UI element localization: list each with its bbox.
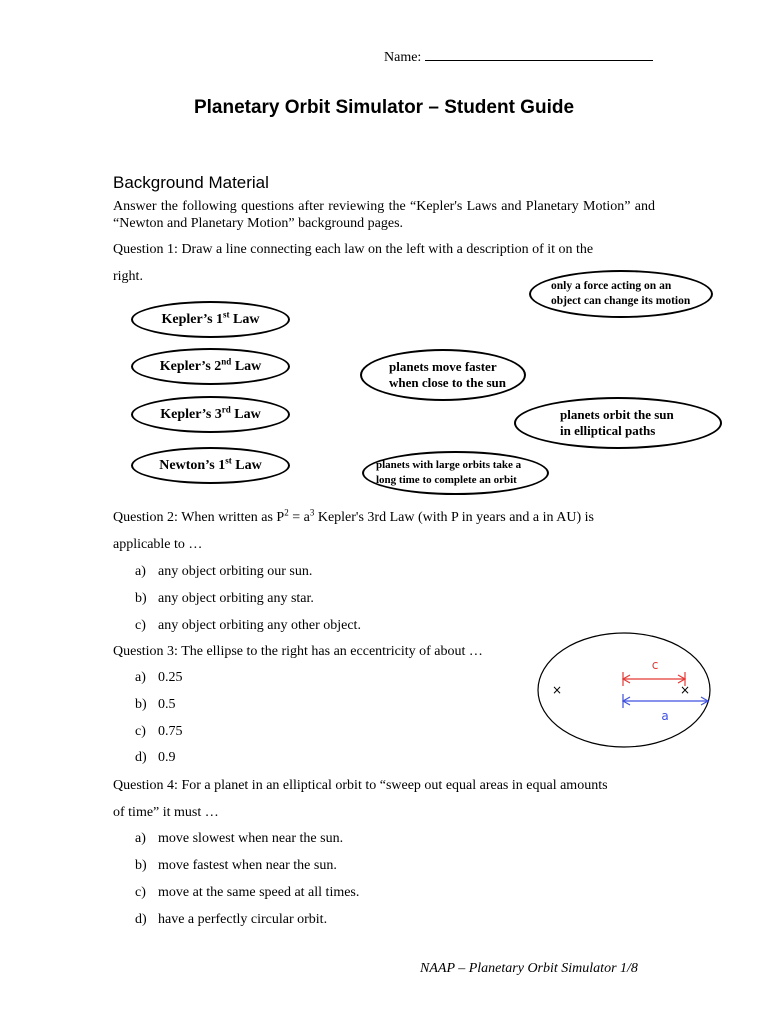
q4-text-line1: Question 4: For a planet in an elliptical orbit to “sweep out equal areas in equal amounts	[113, 778, 608, 793]
q2-text-line1: Question 2: When written as $P^2 = a^3$ Kepler's 3rd Law (with P in years and a in AU) is	[113, 507, 594, 525]
q4-option-b[interactable]: b) move fastest when near the sun.	[135, 858, 337, 873]
q4-option-c[interactable]: c) move at the same speed at all times.	[135, 885, 360, 900]
desc-line: planets with large orbits take a	[376, 459, 522, 471]
desc-line: object can change its motion	[551, 295, 691, 307]
page-title: Planetary Orbit Simulator – Student Guide	[193, 97, 575, 118]
q2-option-a[interactable]: a) any object orbiting our sun.	[135, 564, 313, 579]
desc-large-orbits[interactable]	[362, 451, 549, 495]
intro-paragraph: Answer the following questions after reviewing the “Kepler's Laws and Planetary Motion” and “Newton and Planetary Motion” background pages.	[113, 199, 655, 231]
q4-option-d[interactable]: d) have a perfectly circular orbit.	[135, 912, 328, 927]
q3-option-b[interactable]: b) 0.5	[135, 697, 176, 712]
desc-line: planets orbit the sun	[560, 407, 674, 422]
desc-line: planets move faster	[389, 359, 497, 374]
law-kepler-3[interactable]	[131, 396, 290, 433]
law-kepler-1[interactable]	[131, 301, 290, 338]
q3-option-a[interactable]: a) 0.25	[135, 670, 183, 685]
section-title: Background Material	[113, 173, 269, 192]
q3-option-c[interactable]: c) 0.75	[135, 724, 183, 739]
q2-option-c[interactable]: c) any object orbiting any other object.	[135, 618, 361, 633]
desc-line: long time to complete an orbit	[376, 474, 517, 486]
c-label: c	[651, 658, 659, 672]
q1-text-line1: Question 1: Draw a line connecting each law on the left with a description of it on the	[113, 242, 594, 257]
q4-text-line2: of time” it must …	[113, 805, 219, 820]
q2-text-line2: applicable to …	[113, 537, 203, 552]
name-field-row	[384, 46, 653, 66]
focus-marker-left: ×	[551, 683, 563, 697]
desc-faster-near-sun[interactable]	[360, 349, 526, 401]
desc-line: when close to the sun	[389, 375, 507, 390]
law-newton-1[interactable]	[131, 447, 290, 484]
ellipse-diagram	[534, 630, 714, 752]
q2-option-b[interactable]: b) any object orbiting any star.	[135, 591, 314, 606]
q3-option-d[interactable]: d) 0.9	[135, 750, 176, 765]
q4-option-a[interactable]: a) move slowest when near the sun.	[135, 831, 344, 846]
law-label: Kepler’s 2nd Law	[159, 355, 262, 374]
desc-force-motion[interactable]	[529, 270, 713, 318]
law-label: Newton’s 1st Law	[159, 454, 262, 473]
focus-marker-right: ×	[679, 683, 691, 697]
name-blank-line[interactable]	[425, 46, 653, 61]
law-label: Kepler’s 1st Law	[161, 308, 260, 327]
law-kepler-2[interactable]	[131, 348, 290, 385]
q3-text: Question 3: The ellipse to the right has an eccentricity of about …	[113, 644, 483, 659]
a-label: a	[661, 709, 669, 723]
a-arrow	[623, 694, 708, 708]
q1-text-line2: right.	[113, 269, 143, 284]
name-label: Name:	[384, 50, 422, 65]
c-arrow	[623, 672, 685, 686]
desc-line: in elliptical paths	[560, 423, 656, 438]
law-label: Kepler’s 3rd Law	[160, 403, 261, 422]
desc-elliptical-paths[interactable]	[514, 397, 722, 449]
page-footer: NAAP – Planetary Orbit Simulator 1/8	[420, 961, 638, 976]
desc-line: only a force acting on an	[551, 280, 672, 292]
